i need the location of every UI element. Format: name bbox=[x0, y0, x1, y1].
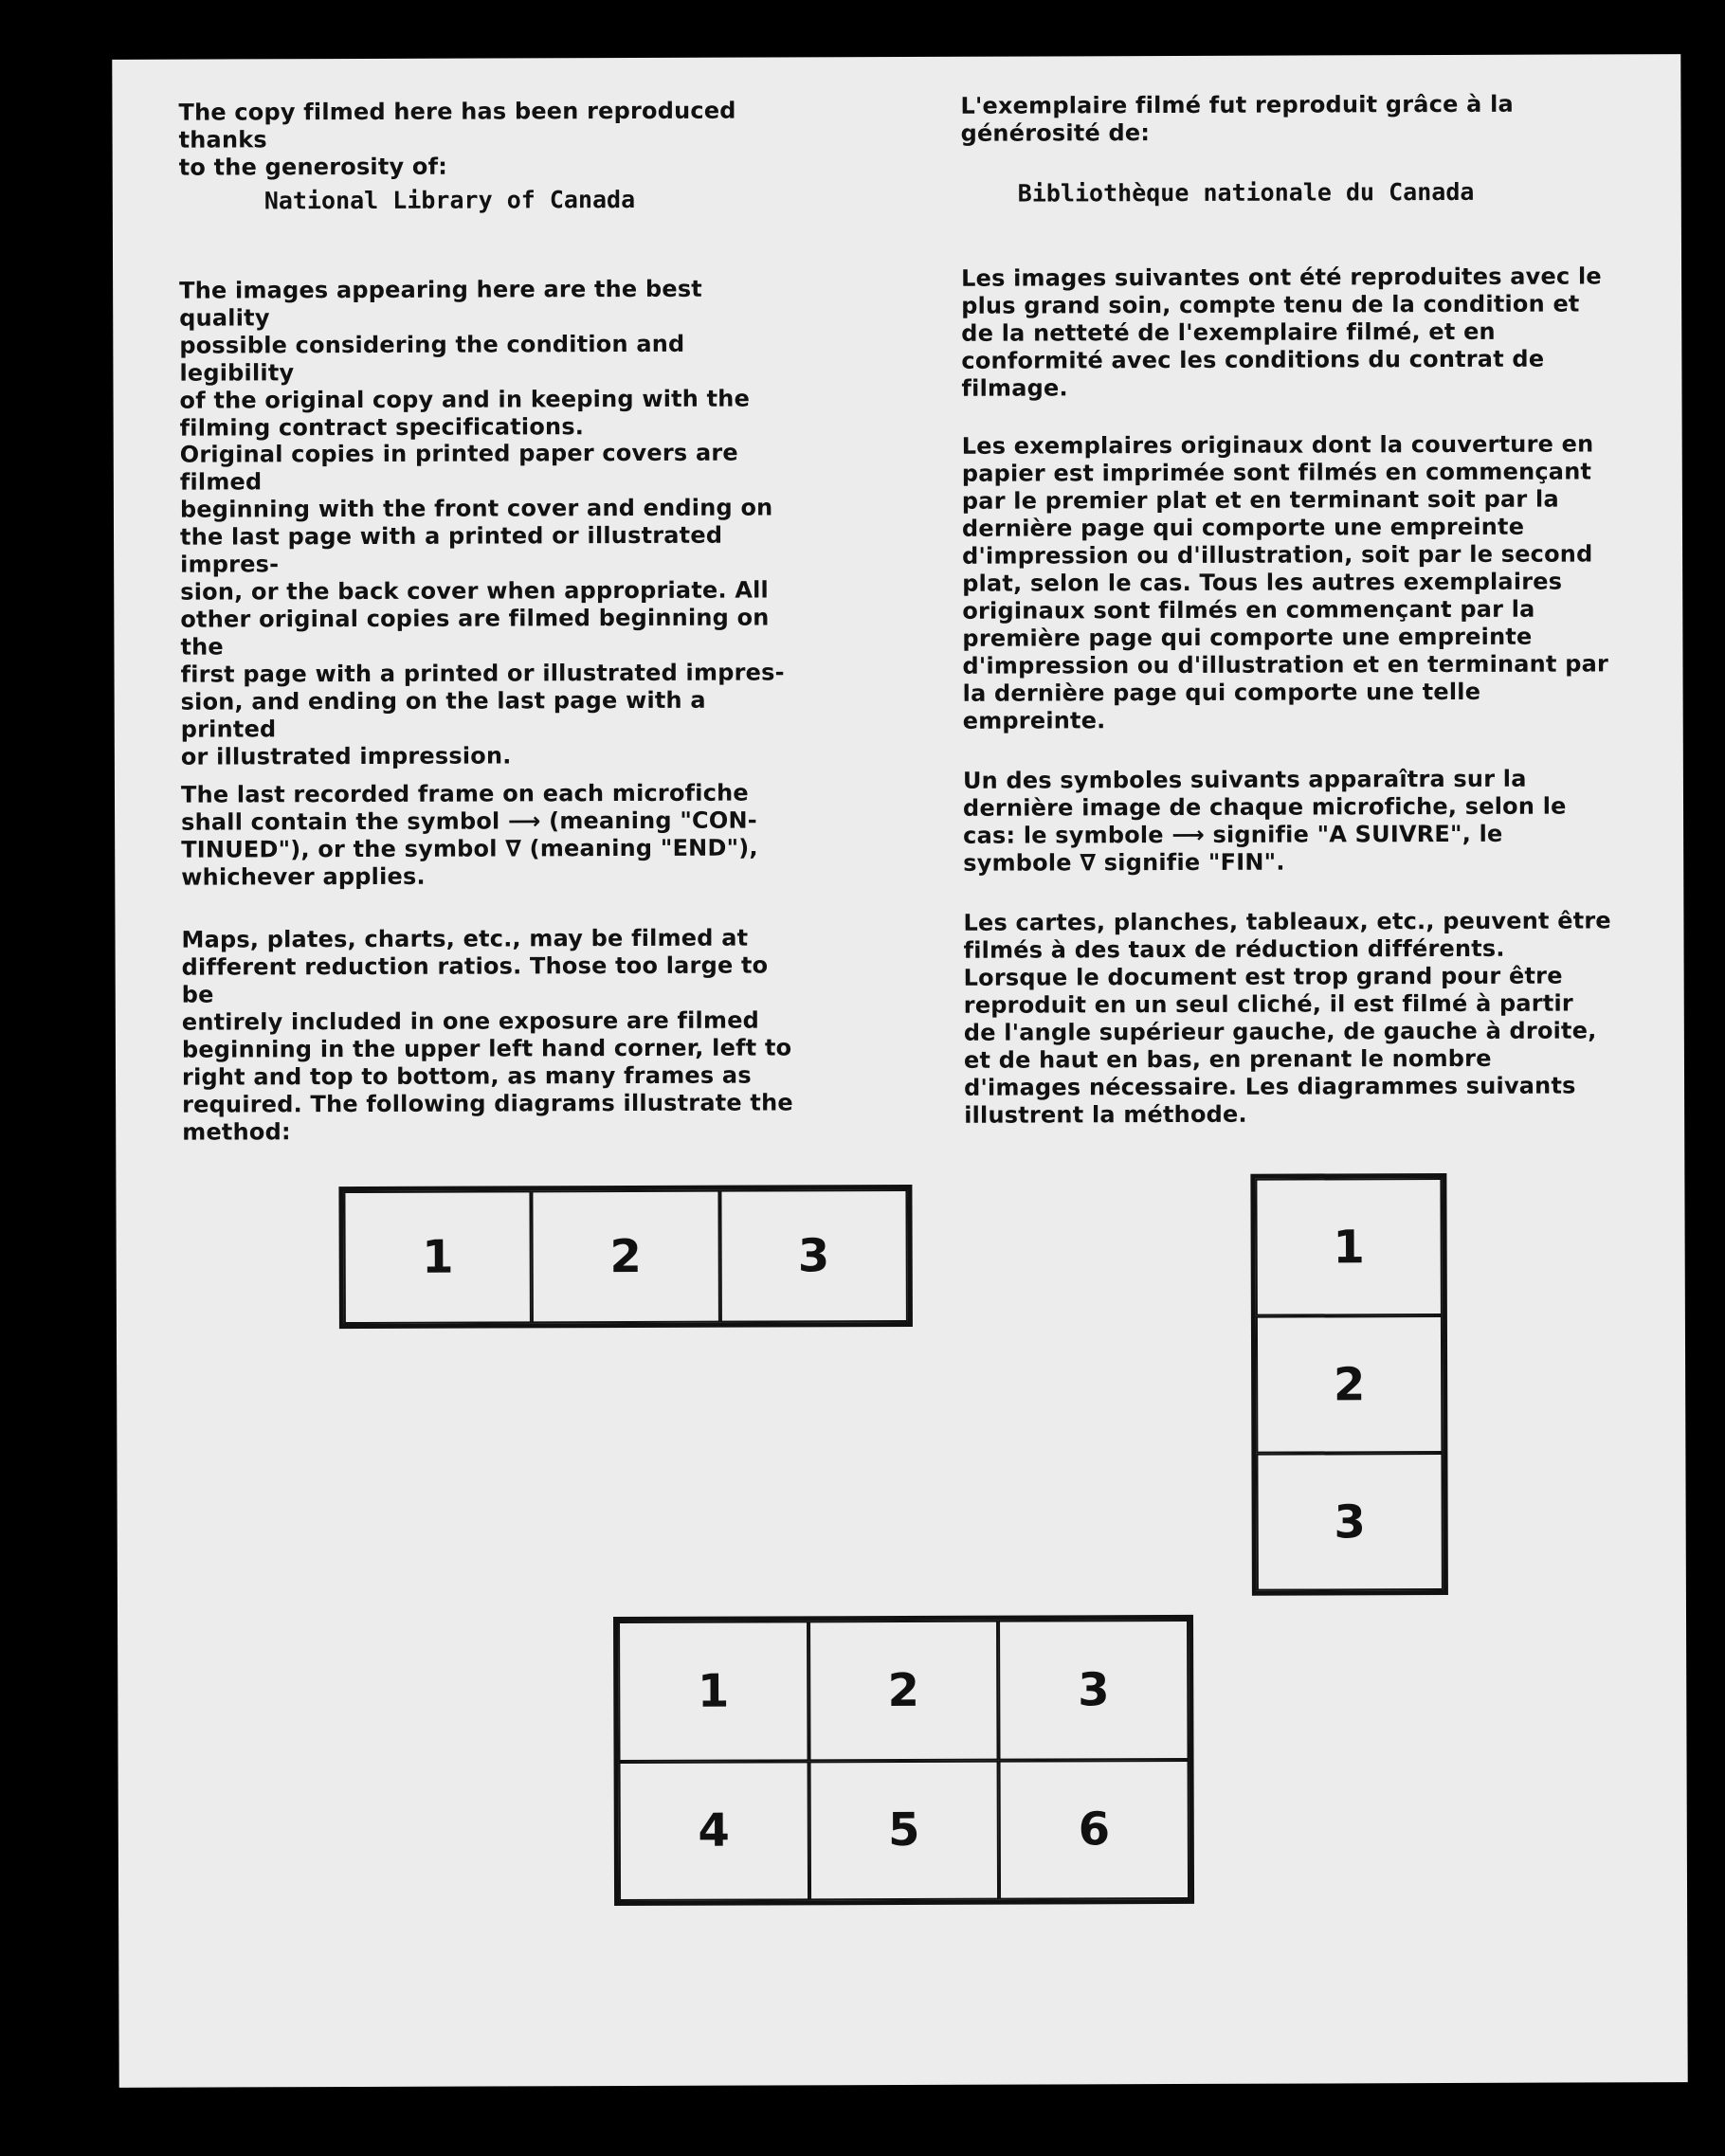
english-originals-paragraph: Original copies in printed paper covers are filmed beginning with the front cover and ending on the last page with a printed or illustrated impres- sion, or the back cover when appropriate. All other original copies are filmed beginning on the first page with a printed or illustrated impres- sion, and ending on the last page with a printed or illustrated impression. bbox=[179, 439, 785, 770]
diagram-vertical-cell: 2 bbox=[1256, 1315, 1444, 1454]
english-quality-paragraph: The images appearing here are the best quality possible considering the condition and legibility of the original copy and in keeping with the filming contract specifications. bbox=[179, 275, 751, 442]
diagram-vertical-cell: 3 bbox=[1256, 1453, 1444, 1591]
english-maps-paragraph: Maps, plates, charts, etc., may be filmed at different reduction ratios. Those too large to be entirely included in one exposure are filmed beginning in the upper left hand corner, left to right and top to bottom, as many frames as required. The following diagrams illustrate the method: bbox=[181, 924, 793, 1146]
french-library-name: Bibliothèque nationale du Canada bbox=[1017, 177, 1475, 208]
diagram-vertical bbox=[1250, 1173, 1448, 1596]
diagram-horizontal-cell: 1 bbox=[343, 1190, 532, 1324]
french-intro: L'exemplaire filmé fut reproduit grâce à la générosité de: bbox=[960, 90, 1514, 147]
diagram-horizontal-cell: 2 bbox=[532, 1190, 720, 1324]
diagram-grid-cell: 6 bbox=[999, 1759, 1189, 1899]
document-page bbox=[112, 54, 1687, 2088]
diagram-grid bbox=[613, 1615, 1194, 1906]
diagram-grid-cell: 2 bbox=[808, 1621, 999, 1761]
english-library-name: National Library of Canada bbox=[263, 185, 636, 215]
french-quality-paragraph: Les images suivantes ont été reproduites avec le plus grand soin, compte tenu de la condition et de la netteté de l'exemplaire filmé, et en conformité avec les conditions du contrat de filmage. bbox=[961, 263, 1602, 402]
french-originals-paragraph: Les exemplaires originaux dont la couverture en papier est imprimée sont filmés en commençant par le premier plat et en terminant soit par la dernière page qui comporte une empreinte d'impression ou d'illustration, soit par le second plat, selon le cas. Tous les autres exemplaires originaux sont filmés en commençant par la première page qui comporte une empreinte d'impression ou d'illustration et en terminant par la dernière page qui comporte une telle empreinte. bbox=[961, 430, 1609, 734]
english-symbols-paragraph: The last recorded frame on each microfiche shall contain the symbol ⟶ (meaning "CON- TINUED"), or the symbol ∇ (meaning "END"), whichever applies. bbox=[180, 779, 758, 891]
english-intro: The copy filmed here has been reproduced thanks to the generosity of: bbox=[178, 97, 736, 181]
diagram-horizontal-cell: 3 bbox=[719, 1189, 908, 1323]
diagram-grid-cell: 1 bbox=[618, 1621, 808, 1761]
diagram-grid-cell: 5 bbox=[808, 1760, 999, 1900]
french-symbols-paragraph: Un des symboles suivants apparaîtra sur la dernière image de chaque microfiche, selon le cas: le symbole ⟶ signifie "A SUIVRE", le symbole ∇ signifie "FIN". bbox=[962, 765, 1567, 877]
diagram-horizontal bbox=[338, 1185, 913, 1329]
french-maps-paragraph: Les cartes, planches, tableaux, etc., peuvent être filmés à des taux de réduction différents. Lorsque le document est trop grand pour être reproduit en un seul cliché, il est filmé à partir de l'angle supérieur gauche, de gauche à droite, et de haut en bas, en prenant le nombre d'images nécessaire. Les diagrammes suivants illustrent la méthode. bbox=[963, 907, 1611, 1129]
diagram-vertical-cell: 1 bbox=[1255, 1178, 1443, 1316]
diagram-grid-cell: 3 bbox=[998, 1620, 1189, 1760]
diagram-grid-cell: 4 bbox=[619, 1761, 809, 1901]
